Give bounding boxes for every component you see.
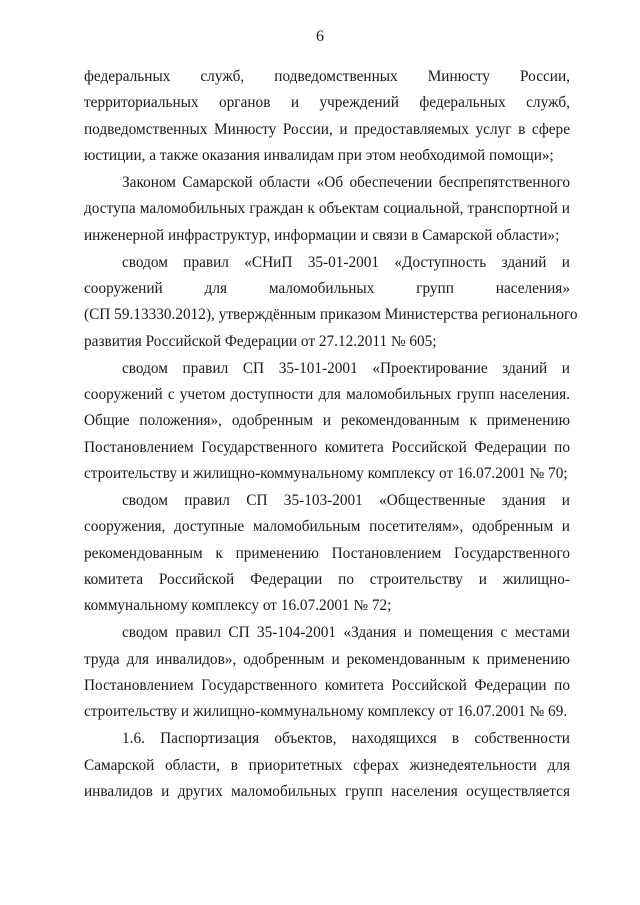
text-line: коммунальному комплексу от 16.07.2001 № 72; (84, 597, 392, 615)
text-line: юстиции, а также оказания инвалидам при этом необходимой помощи»; (84, 146, 554, 164)
paragraph-samara-law (84, 170, 570, 249)
text-line: комитета Российской Федерации по строительству и жилищно- (84, 570, 570, 588)
text-line: сводом правил СП 35-104-2001 «Здания и помещения с местами (122, 624, 570, 642)
paragraph-sp-35-103-2001 (84, 488, 570, 619)
text-line: труда для инвалидов», одобренным и рекомендованным к применению (84, 650, 570, 668)
text-line: федеральных служб, подведомственных Минюсту России, (84, 68, 570, 85)
text-line: Законом Самарской области «Об обеспечении беспрепятственного (122, 173, 570, 191)
page-number: 6 (316, 28, 324, 45)
text-line: строительству и жилищно-коммунальному комплексу от 16.07.2001 № 69. (84, 703, 568, 721)
document-body (84, 64, 578, 806)
text-line: территориальных органов и учреждений федеральных служб, (84, 94, 570, 112)
paragraph-section-1-6 (84, 726, 570, 805)
text-line: подведомственных Минюсту России, и предоставляемых услуг в сфере (84, 120, 570, 138)
text-line: развития Российской Федерации от 27.12.2011 № 605; (84, 332, 437, 350)
text-line: Постановлением Государственного комитета Российской Федерации по (84, 676, 570, 694)
text-line: Постановлением Государственного комитета Российской Федерации по (84, 438, 570, 456)
text-line: Общие положения», одобренным и рекомендованным к применению (84, 412, 570, 430)
paragraph-snip-35-01-2001 (84, 250, 578, 355)
text-line: строительству и жилищно-коммунальному комплексу от 16.07.2001 № 70; (84, 464, 568, 482)
text-line: сводом правил «СНиП 35-01-2001 «Доступность зданий и (122, 253, 570, 271)
text-line: сооружений с учетом доступности для маломобильных групп населения. (84, 385, 570, 403)
text-line: сооружения, доступные маломобильным посетителям», одобренным и (84, 518, 570, 536)
text-line: доступа маломобильных граждан к объектам социальной, транспортной и (84, 200, 570, 218)
text-line: сводом правил СП 35-101-2001 «Проектирование зданий и (122, 359, 570, 377)
text-line: инвалидов и других маломобильных групп населения осуществляется (84, 782, 570, 800)
text-line: сводом правил СП 35-103-2001 «Общественные здания и (122, 491, 570, 509)
text-line: 1.6. Паспортизация объектов, находящихся в собственности (122, 730, 570, 748)
paragraph-sp-35-101-2001 (84, 356, 570, 487)
text-line: сооружений для маломобильных групп населения» (84, 279, 570, 297)
text-line: рекомендованным к применению Постановлением Государственного (84, 544, 570, 562)
text-line: (СП 59.13330.2012), утверждённым приказом Министерства регионального (84, 306, 578, 324)
text-line: инженерной инфраструктур, информации и связи в Самарской области»; (84, 226, 560, 244)
paragraph-sp-35-104-2001 (84, 620, 570, 725)
text-line: Самарской области, в приоритетных сферах жизнедеятельности для (84, 756, 570, 774)
paragraph-continuation (84, 64, 570, 169)
